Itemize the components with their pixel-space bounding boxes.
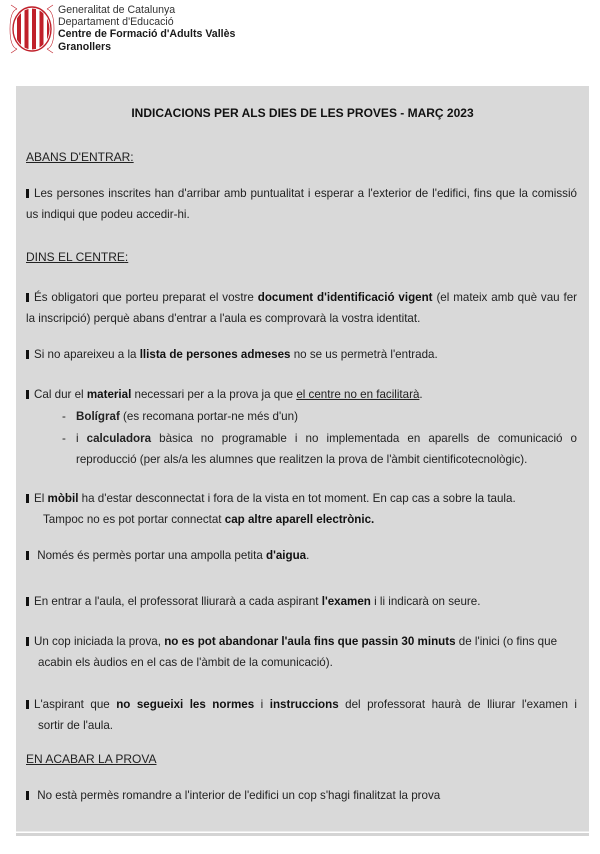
bullet-icon — [26, 494, 29, 503]
list-item: Un cop iniciada la prova, no es pot abandonar l'aula fins que passin 30 minuts de l'inici (o fins que acabin els àudios en el cas de l'àmbit de la comunicació). — [26, 631, 577, 673]
list-item: El mòbil ha d'estar desconnectat i fora de la vista en tot moment. En cap cas a sobre la taula. Tampoc no es pot portar connectat cap altre aparell electrònic. — [26, 488, 577, 530]
sub-list-item: - i calculadora bàsica no programable i no implementada en aparells de comunicació o — [62, 428, 577, 449]
panel-divider — [16, 831, 589, 832]
org-line-government: Generalitat de Catalunya — [58, 4, 176, 16]
bullet-icon — [26, 637, 29, 646]
list-item-continuation: acabin els àudios en el cas de l'àmbit de la comunicació). — [38, 656, 333, 669]
sub-list-item-continuation: reproducció (per als/a les alumnes que realitzen la prova de l'àmbit cientificotecnològic). — [76, 453, 528, 466]
panel-divider — [16, 833, 589, 836]
list-item: Les persones inscrites han d'arribar amb puntualitat i esperar a l'exterior de l'edifici, fins que la comissió us indiqui que podeu accedir-hi. — [26, 187, 577, 221]
bullet-icon — [26, 189, 29, 198]
list-item: Cal dur el material necessari per a la prova ja que el centre no en facilitarà. — [26, 384, 577, 405]
org-line-centre: Centre de Formació d'Adults Vallès — [58, 28, 236, 41]
list-item-continuation: Tampoc no es pot portar connectat cap altre aparell electrònic. — [43, 513, 375, 526]
list-item: En entrar a l'aula, el professorat lliurarà a cada aspirant l'examen i li indicarà on seure. — [26, 591, 577, 612]
document-header — [9, 2, 235, 60]
bullet-icon — [26, 350, 29, 359]
list-item — [26, 694, 577, 736]
bullet-icon — [26, 791, 29, 800]
dash-bullet-icon: - — [62, 410, 66, 423]
org-line-city: Granollers — [58, 40, 111, 53]
bullet-icon — [26, 551, 29, 560]
list-item: És obligatori que porteu preparat el vostre document d'identificació vigent (el mateix amb què vau fer la inscripció) perquè abans d'entrar a l'aula es comprovarà la vostra identitat. — [26, 291, 578, 325]
sub-list-item: - Bolígraf (es recomana portar-ne més d'un) — [62, 406, 577, 427]
list-item: No està permès romandre a l'interior de l'edifici un cop s'hagi finalitzat la prova — [26, 785, 577, 806]
dash-bullet-icon: - — [62, 432, 66, 445]
org-line-department: Departament d'Educació — [58, 16, 174, 29]
document-title: INDICACIONS PER ALS DIES DE LES PROVES - MARÇ 2023 — [131, 106, 474, 120]
section-heading-after-test: EN ACABAR LA PROVA — [26, 752, 157, 766]
list-item-first-line: L'aspirant que no segueixi les normes i instruccions del professorat haurà de lliurar l'examen i — [26, 694, 577, 715]
bullet-icon — [26, 597, 29, 606]
bullet-icon — [26, 390, 29, 399]
bullet-icon — [26, 293, 29, 302]
bullet-icon — [26, 700, 29, 709]
section-heading-inside-centre: DINS EL CENTRE: — [26, 250, 129, 264]
list-item: Només és permès portar una ampolla petita d'aigua. — [26, 545, 577, 566]
section-heading-before-entering: ABANS D'ENTRAR: — [26, 150, 134, 164]
organization-name — [58, 4, 235, 53]
list-item-continuation: sortir de l'aula. — [38, 719, 114, 732]
list-item: Si no apareixeu a la llista de persones admeses no se us permetrà l'entrada. — [26, 344, 577, 365]
catalan-flag-emblem-icon — [9, 3, 55, 55]
